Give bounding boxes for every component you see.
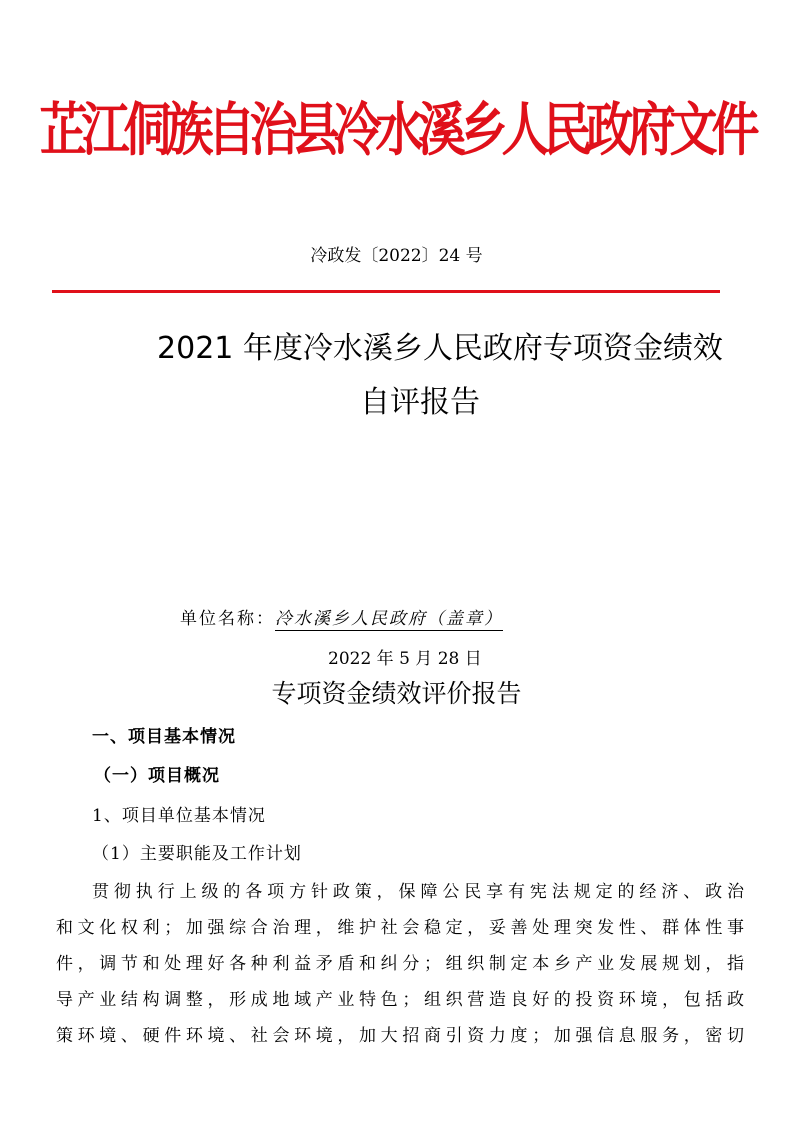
body-line: 策环境、硬件环境、社会环境，加大招商引资力度；加强信息服务，密切 (56, 1026, 744, 1046)
item-heading-1: 1、项目单位基本情况 (92, 806, 266, 826)
document-number: 冷政发〔2022〕24 号 (310, 246, 483, 266)
title-line-1: 2021 年度冷水溪乡人民政府专项资金绩效 (157, 331, 723, 366)
red-divider (52, 290, 720, 293)
report-date: 2022 年 5 月 28 日 (328, 649, 482, 669)
title-line-2: 自评报告 (360, 385, 480, 420)
body-line: 和文化权利；加强综合治理，维护社会稳定，妥善处理突发性、群体性事 (56, 918, 744, 938)
unit-name-line (180, 606, 503, 632)
body-line: 件，调节和处理好各种利益矛盾和纠分；组织制定本乡产业发展规划，指 (56, 954, 744, 974)
report-title: 专项资金绩效评价报告 (271, 679, 522, 708)
item-heading-1-1: （1）主要职能及工作计划 (92, 844, 302, 864)
subsection-heading-1-1: （一）项目概况 (94, 766, 220, 786)
body-line: 导产业结构调整，形成地域产业特色；组织营造良好的投资环境，包括政 (56, 990, 744, 1010)
unit-name-value: 冷水溪乡人民政府（盖章） (275, 609, 503, 629)
body-line: 贯彻执行上级的各项方针政策，保障公民享有宪法规定的经济、政治 (92, 882, 744, 902)
unit-name-label: 单位名称： (180, 609, 275, 629)
body-paragraph (56, 874, 744, 1054)
document-title (60, 322, 780, 430)
masthead-title: 芷江侗族自治县冷水溪乡人民政府文件 (39, 96, 754, 164)
section-heading-1: 一、项目基本情况 (92, 727, 236, 747)
